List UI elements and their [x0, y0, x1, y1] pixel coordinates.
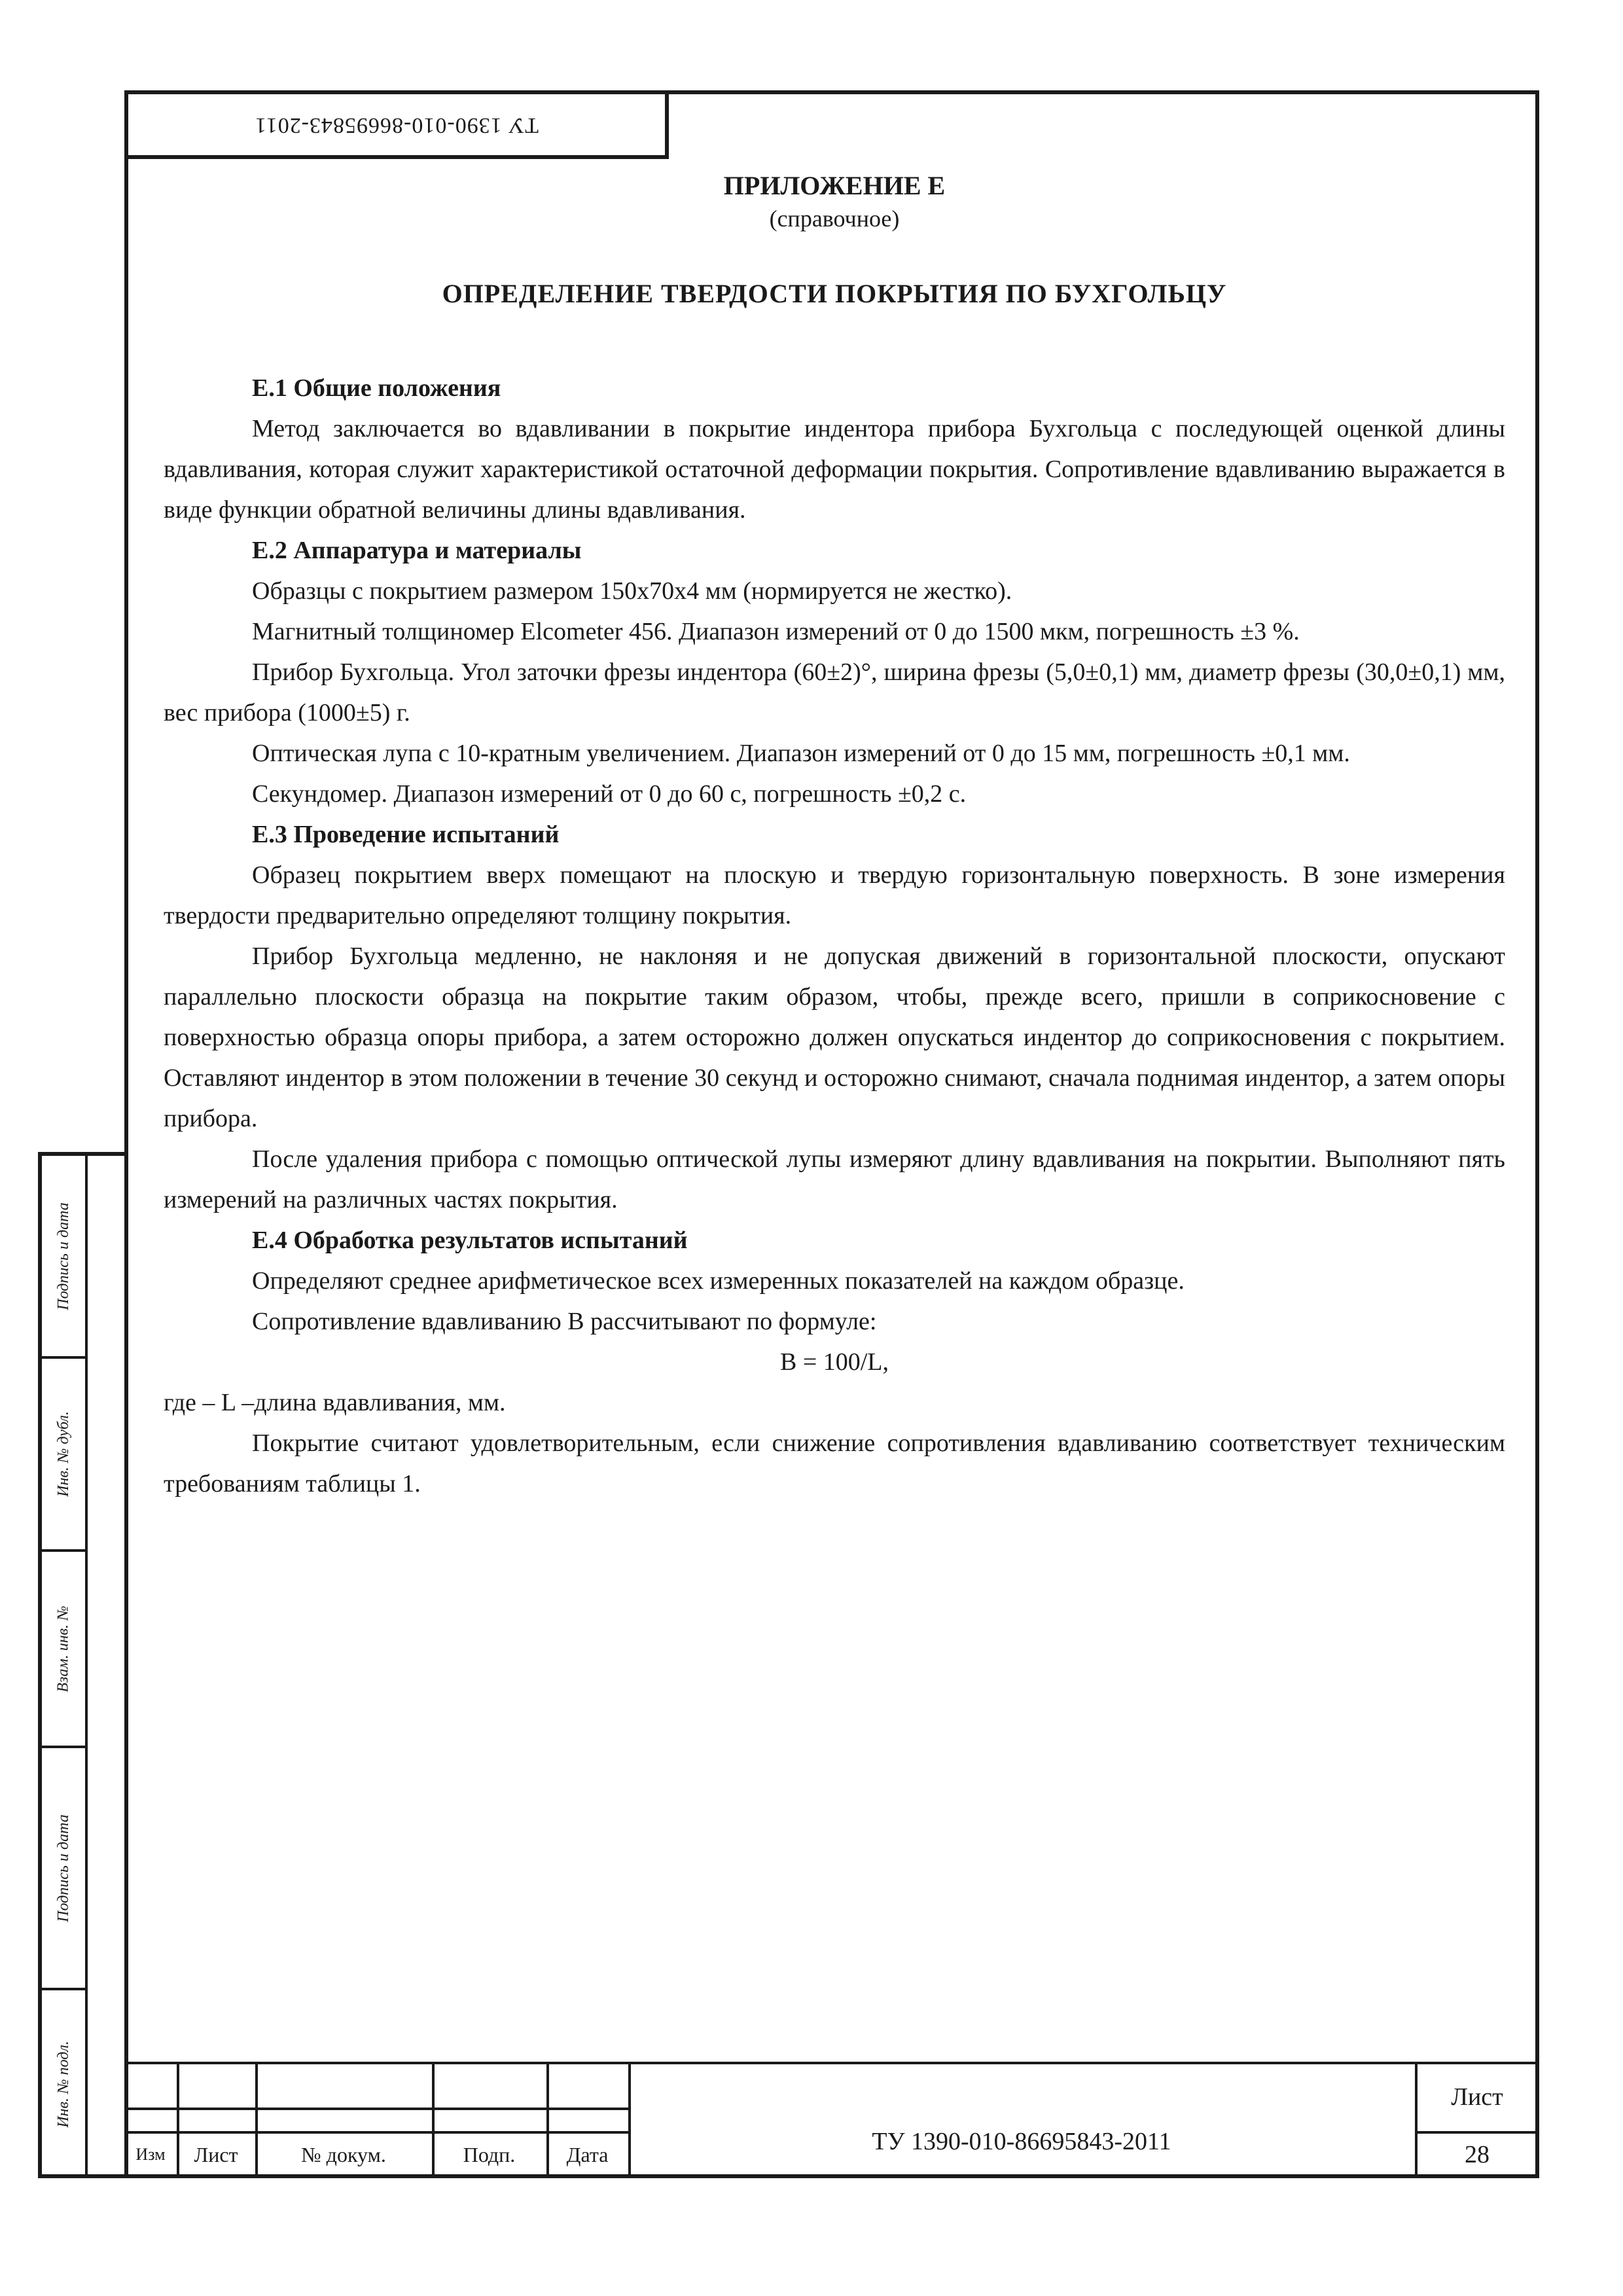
tb-sheet-label: Лист [1451, 2083, 1503, 2111]
paragraph: Оптическая лупа с 10-кратным увеличением. Диапазон измерений от 0 до 15 мм, погрешность ±0,1 мм. [252, 740, 1350, 767]
tb-col-date: Дата [566, 2142, 609, 2166]
strip-cell-orig-inv [42, 1990, 85, 2178]
strip-label: Подпись и дата [54, 1814, 72, 1922]
strip-label: Инв. № подл. [54, 2041, 72, 2128]
strip-label: Инв. № дубл. [54, 1411, 72, 1497]
top-stamp [124, 90, 669, 159]
section-heading-e4: Е.4 Обработка результатов испытаний [252, 1227, 688, 1254]
formula-legend: где – L –длина вдавливания, мм. [164, 1389, 506, 1416]
tb-col-izm: Изм [135, 2145, 166, 2164]
formula: В = 100/L, [779, 1348, 889, 1376]
main-title: ОПРЕДЕЛЕНИЕ ТВЕРДОСТИ ПОКРЫТИЯ ПО БУХГОЛЬЦУ [442, 279, 1227, 308]
strip-cell-signature-date-2 [42, 1748, 85, 1990]
paragraph: Магнитный толщиномер Elcometer 456. Диапазон измерений от 0 до 1500 мкм, погрешность ±3 %. [252, 618, 1300, 645]
section-heading-e2: Е.2 Аппаратура и материалы [252, 537, 582, 564]
strip-label: Подпись и дата [54, 1202, 72, 1310]
top-stamp-code: ТУ 1390-010-86695843-2011 [254, 113, 539, 137]
section-heading-e1: Е.1 Общие положения [252, 374, 501, 402]
tb-col-podp: Подп. [463, 2142, 516, 2166]
tb-line [124, 2062, 1539, 2064]
tb-line [124, 2108, 628, 2110]
left-side-strip [38, 1152, 124, 2178]
paragraph: Образец покрытием вверх помещают на плоскую и твердую горизонтальную поверхность. В зоне измерения твердости предварительно определяют толщину покрытия. [164, 861, 1505, 929]
paragraph: Секундомер. Диапазон измерений от 0 до 60 с, погрешность ±0,2 с. [252, 780, 967, 808]
appendix-subtitle: (справочное) [769, 206, 900, 232]
section-heading-e3: Е.3 Проведение испытаний [252, 821, 560, 848]
strip-cell-dup-inv [42, 1359, 85, 1552]
strip-label: Взам. инв. № [54, 1605, 72, 1693]
title-block [124, 2083, 1539, 2178]
paragraph: Прибор Бухгольца медленно, не наклоняя и не допуская движений в горизонтальной плоскости, опускают параллельно плоскости образца на покрытие таким образом, чтобы, прежде всего, пришли в соприкосновение с поверхностью образца опоры прибора, а затем осторожно должен опускаться индентор до соприкосновения с покрытием. Оставляют индентор в этом положении в течение 30 секунд и осторожно снимают, сначала поднимая индентор, а затем опоры прибора. [164, 942, 1505, 1132]
paragraph: Сопротивление вдавливанию В рассчитывают по формуле: [252, 1308, 877, 1335]
tb-col-list: Лист [194, 2142, 238, 2166]
document-body [164, 170, 1505, 1504]
tb-doc-code: ТУ 1390-010-86695843-2011 [872, 2128, 1171, 2155]
paragraph: Определяют среднее арифметическое всех измеренных показателей на каждом образце. [252, 1267, 1185, 1295]
strip-cell-signature-date-1 [42, 1156, 85, 1359]
tb-col-doc: № докум. [301, 2142, 386, 2166]
paragraph: Образцы с покрытием размером 150х70х4 мм (нормируется не жестко). [252, 577, 1012, 605]
paragraph: Прибор Бухгольца. Угол заточки фрезы индентора (60±2)°, ширина фрезы (5,0±0,1) мм, диаметр фрезы (30,0±0,1) мм, вес прибора (1000±5) г. [164, 658, 1505, 726]
paragraph: Метод заключается во вдавливании в покрытие индентора прибора Бухгольца с последующей оценкой длины вдавливания, которая служит характеристикой остаточной деформации покрытия. Сопротивление вдавливанию выражается в виде функции обратной величины длины вдавливания. [164, 415, 1505, 524]
strip-divider [85, 1156, 88, 2174]
strip-cell-replace-inv [42, 1552, 85, 1748]
appendix-title: ПРИЛОЖЕНИЕ Е [723, 171, 946, 200]
tb-sheet-number: 28 [1465, 2141, 1489, 2168]
paragraph: После удаления прибора с помощью оптической лупы измеряют длину вдавливания на покрытии. Выполняют пять измерений на различных частях покрытия. [164, 1145, 1505, 1213]
paragraph: Покрытие считают удовлетворительным, если снижение сопротивления вдавливанию соответствует техническим требованиям таблицы 1. [164, 1429, 1505, 1498]
